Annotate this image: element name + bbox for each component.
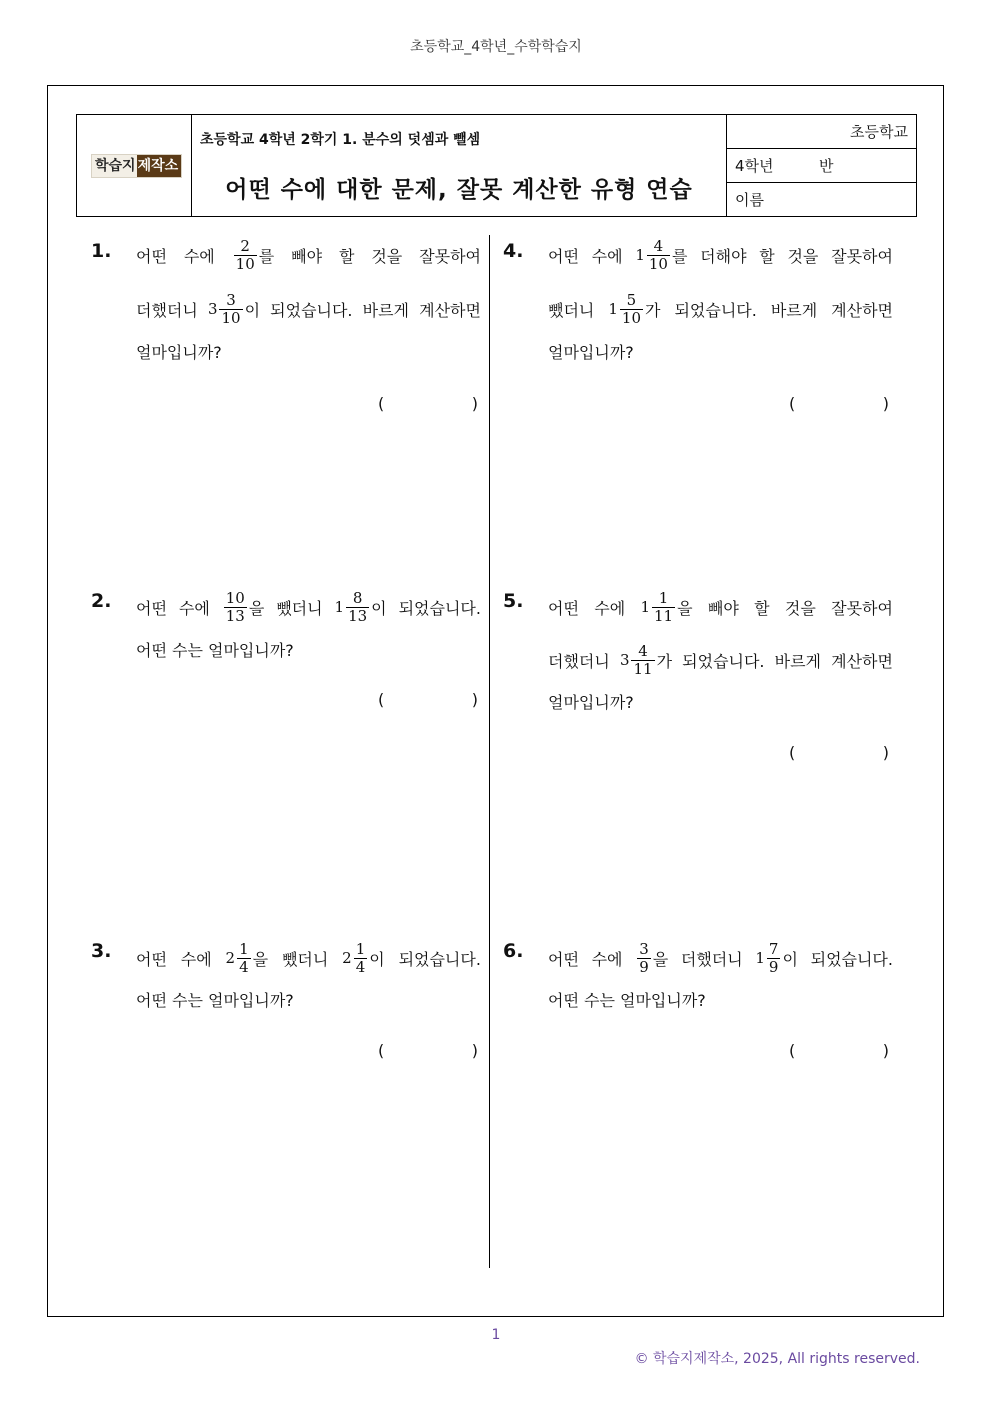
page-number: 1: [491, 1327, 501, 1343]
answer-blank: [789, 1041, 889, 1060]
word: 뺐더니: [281, 949, 329, 969]
denominator: 10: [235, 254, 255, 273]
numerator: 7: [768, 939, 779, 958]
word: 어떤: [136, 598, 167, 618]
word: 어떤: [548, 598, 579, 618]
word: 수에: [594, 598, 626, 618]
numerator: 5: [626, 290, 637, 309]
word: 얼마입니까?: [548, 693, 634, 712]
paren-open: (: [789, 394, 796, 413]
paren-open: (: [378, 394, 385, 413]
problem-number: 2.: [91, 590, 112, 612]
word: 되었습니다.: [674, 300, 757, 320]
word: 을: [252, 949, 269, 969]
problem-4: [503, 236, 895, 420]
word: 더했더니: [548, 651, 610, 671]
logo-part-2: 제작소: [137, 155, 182, 177]
whole-part: 3: [207, 300, 218, 318]
paren-close: ): [882, 1041, 889, 1060]
problem-line-2: [548, 640, 893, 680]
problem-3: [91, 940, 483, 1080]
word: 이: [371, 598, 387, 618]
school-row: [727, 115, 916, 149]
word: 을: [677, 598, 693, 618]
answer-blank: [789, 743, 889, 762]
word: 어떤 수는 얼마입니까?: [136, 641, 294, 660]
word: 어떤: [136, 246, 167, 266]
numerator: 3: [226, 290, 236, 309]
word: 것을: [784, 598, 816, 618]
word: 잘못하여: [419, 246, 481, 266]
word: 어떤: [136, 949, 167, 969]
problem-line-2: [548, 289, 893, 329]
word: 가: [656, 651, 673, 671]
denominator: 9: [768, 957, 779, 976]
denominator: 10: [221, 308, 241, 327]
word: 수에: [178, 598, 210, 618]
problem-number: 4.: [503, 240, 524, 262]
word: 어떤 수는 얼마입니까?: [136, 991, 294, 1010]
denominator: 10: [621, 308, 641, 327]
word: 바르게: [770, 300, 818, 320]
mixed-number: [635, 238, 687, 273]
running-header: 초등학교_4학년_수학학습지: [410, 39, 582, 55]
word: 더해야: [700, 246, 747, 266]
word: 더했더니: [680, 949, 743, 969]
word: 되었습니다.: [270, 300, 353, 320]
word: 수에: [183, 246, 215, 266]
word: 가: [645, 300, 661, 320]
whole-part: 2: [225, 949, 236, 967]
mixed-number: [226, 941, 269, 976]
logo-part-1: 학습지: [92, 155, 137, 177]
word: 을: [248, 598, 265, 618]
problem-line-1: [136, 938, 481, 978]
word: 빼야: [291, 246, 323, 266]
word: 되었습니다.: [398, 949, 481, 969]
class-label: 반: [819, 157, 834, 175]
word: 더했더니: [136, 300, 198, 320]
mixed-number: [620, 643, 672, 678]
problem-number: 3.: [91, 940, 112, 962]
whole-part: 2: [342, 949, 352, 967]
mixed-number: [342, 941, 385, 976]
problem-5: [503, 590, 895, 770]
whole-part: 1: [640, 598, 651, 616]
paren-open: (: [789, 1041, 796, 1060]
name-row: [727, 183, 916, 217]
denominator: 13: [348, 606, 368, 625]
word: 잘못하여: [831, 246, 893, 266]
word: 할: [338, 246, 355, 266]
problem-line-1: [548, 235, 893, 275]
problem-2: [91, 590, 483, 730]
word: 얼마입니까?: [548, 343, 634, 362]
problem-line-1: [136, 235, 481, 275]
worksheet-title: 어떤 수에 대한 문제, 잘못 계산한 유형 연습: [225, 177, 693, 203]
problem-line-1: [136, 587, 481, 627]
word: 어떤: [548, 949, 579, 969]
word: 수에: [591, 246, 623, 266]
paren-close: ): [471, 690, 478, 709]
word: 를: [671, 246, 688, 266]
worksheet-subtitle: 초등학교 4학년 2학기 1. 분수의 덧셈과 뺄셈: [200, 132, 481, 148]
word: 것을: [371, 246, 403, 266]
whole-part: 1: [334, 598, 345, 616]
column-divider: [489, 235, 490, 1268]
problem-6: [503, 940, 895, 1080]
name-label: 이름: [735, 191, 764, 209]
problem-number: 1.: [91, 240, 112, 262]
problem-number: 5.: [503, 590, 524, 612]
problem-line-3: [136, 340, 222, 363]
whole-part: 1: [608, 300, 618, 318]
mixed-number: [608, 292, 660, 327]
answer-blank: [789, 394, 889, 413]
problem-number: 6.: [503, 940, 524, 962]
denominator: 4: [239, 957, 249, 976]
numerator: 4: [638, 641, 648, 660]
word: 어떤 수는 얼마입니까?: [548, 991, 706, 1010]
word: 빼야: [707, 598, 739, 618]
grade-class-row: [727, 149, 916, 183]
answer-blank: [378, 394, 478, 413]
fraction: [222, 590, 265, 625]
word: 수에: [180, 949, 212, 969]
whole-part: 1: [755, 949, 765, 967]
paren-close: ): [471, 394, 478, 413]
paren-close: ): [882, 394, 889, 413]
numerator: 1: [658, 588, 669, 607]
word: 얼마입니까?: [136, 343, 222, 362]
paren-open: (: [378, 1041, 385, 1060]
copyright-notice: © 학습지제작소, 2025, All rights reserved.: [634, 1351, 920, 1367]
problem-1: [91, 236, 483, 420]
word: 되었습니다.: [810, 949, 893, 969]
problem-line-1: [548, 938, 893, 978]
problem-line-2: [136, 638, 294, 661]
numerator: 1: [239, 939, 249, 958]
numerator: 2: [240, 236, 250, 255]
title-table: [76, 114, 917, 217]
word: 을: [652, 949, 669, 969]
word: 되었습니다.: [398, 598, 481, 618]
word: 할: [759, 246, 775, 266]
paren-open: (: [378, 690, 385, 709]
word: 바르게: [774, 651, 822, 671]
denominator: 4: [355, 957, 366, 976]
fraction: [232, 238, 275, 273]
answer-blank: [378, 690, 478, 709]
word: 되었습니다.: [682, 651, 765, 671]
numerator: 3: [639, 939, 649, 958]
problem-line-2: [136, 289, 481, 329]
word: 계산하면: [831, 300, 893, 320]
problem-line-2: [136, 988, 294, 1011]
mixed-number: [208, 292, 260, 327]
fraction: [635, 941, 668, 976]
title-cell: [192, 115, 727, 216]
student-info-cell: [727, 115, 916, 216]
denominator: 9: [639, 957, 649, 976]
word: 잘못하여: [831, 598, 893, 618]
numerator: 8: [352, 588, 363, 607]
word: 수에: [591, 949, 623, 969]
word: 를: [258, 246, 275, 266]
grade-label: 4학년: [735, 157, 774, 175]
numerator: 10: [225, 588, 245, 607]
word: 계산하면: [831, 651, 893, 671]
problem-line-3: [548, 340, 634, 363]
word: 이: [782, 949, 798, 969]
mixed-number: [640, 590, 692, 625]
word: 바르게: [362, 300, 410, 320]
word: 이: [369, 949, 385, 969]
denominator: 11: [633, 659, 653, 678]
paren-close: ): [471, 1041, 478, 1060]
problem-line-3: [548, 690, 634, 713]
word: 할: [754, 598, 770, 618]
whole-part: 1: [635, 246, 645, 264]
school-label: 초등학교: [850, 123, 908, 141]
word: 계산하면: [419, 300, 481, 320]
numerator: 1: [355, 939, 366, 958]
problem-line-2: [548, 988, 706, 1011]
denominator: 10: [648, 254, 668, 273]
word: 뺐더니: [276, 598, 323, 618]
word: 뺐더니: [548, 300, 595, 320]
denominator: 11: [654, 606, 674, 625]
mixed-number: [755, 941, 798, 976]
answer-blank: [378, 1041, 478, 1060]
word: 어떤: [548, 246, 579, 266]
paren-open: (: [789, 743, 796, 762]
paren-close: ): [882, 743, 889, 762]
word: 이: [244, 300, 261, 320]
word: 것을: [787, 246, 819, 266]
numerator: 4: [653, 236, 664, 255]
denominator: 13: [225, 606, 245, 625]
brand-logo: [91, 154, 182, 178]
mixed-number: [335, 590, 387, 625]
problem-line-1: [548, 587, 893, 627]
logo-cell: [77, 115, 192, 216]
whole-part: 3: [619, 651, 630, 669]
